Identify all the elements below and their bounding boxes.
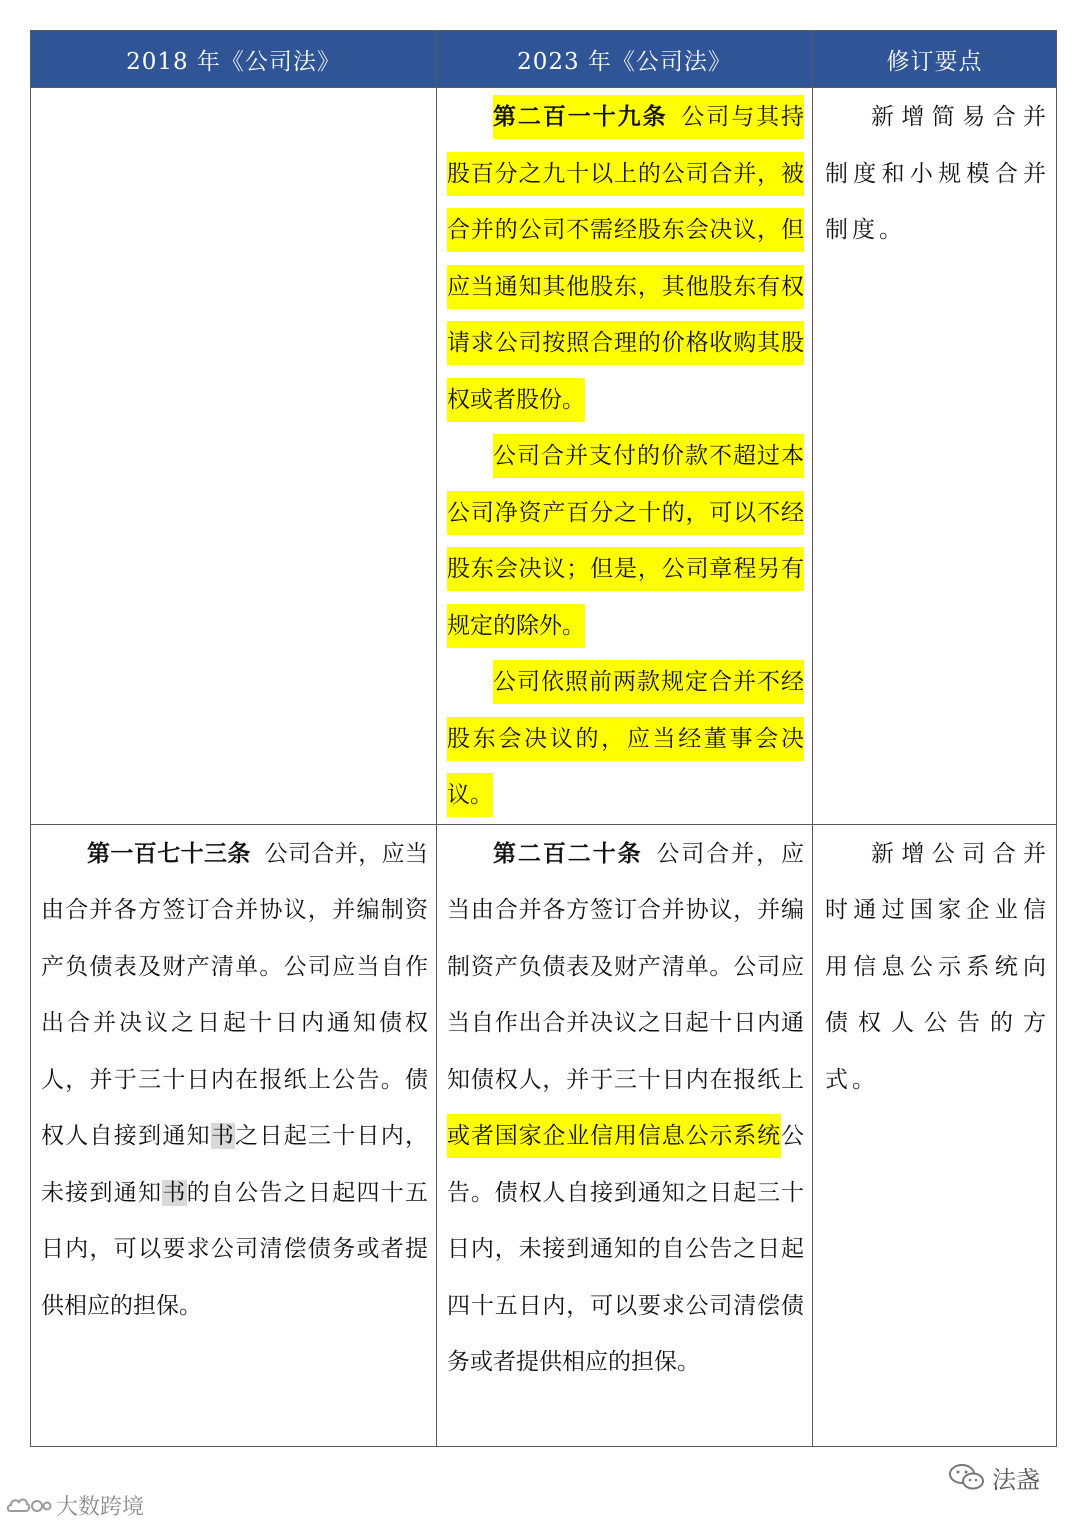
article-number: 第二百一十九条 xyxy=(493,103,668,130)
header-row xyxy=(31,31,1057,88)
wechat-icon xyxy=(948,1462,986,1492)
article-number: 第一百七十三条 xyxy=(87,839,251,867)
header-2018: 2018 年《公司法》 xyxy=(31,31,437,88)
table-row xyxy=(31,88,1057,825)
new-law-paragraph xyxy=(447,654,804,824)
article-number: 第二百二十条 xyxy=(493,839,643,867)
comparison-table xyxy=(30,30,1057,1447)
deleted-text: 书 xyxy=(162,1179,187,1206)
article-text: 之日起三十日内，未接到通知 xyxy=(41,1123,429,1206)
old-law-paragraph xyxy=(41,826,428,1335)
highlighted-text xyxy=(447,95,804,422)
highlighted-text: 公司合并支付的价款不超过本公司净资产百分之十的，可以不经股东会决议；但是，公司章程另有规定的除外。 xyxy=(447,434,804,648)
cloud-logo-icon xyxy=(6,1493,52,1517)
new-law-paragraph xyxy=(447,89,804,428)
key-point-cell xyxy=(813,88,1057,825)
new-law-cell xyxy=(437,824,813,1446)
article-text: 公司与其持股百分之九十以上的公司合并，被合并的公司不需经股东会决议，但应当通知其他股东，其他股东有权请求公司按照合理的价格收购其股权或者股份。 xyxy=(447,104,805,413)
header-key-points: 修订要点 xyxy=(813,31,1057,88)
article-text: 的自公告之日起四十五日内，可以要求公司清偿债务或者提供相应的担保。 xyxy=(41,1179,429,1319)
footer-watermark-left xyxy=(6,1490,144,1520)
highlighted-text: 公司依照前两款规定合并不经股东会决议的，应当经董事会决议。 xyxy=(447,660,804,817)
new-law-paragraph xyxy=(447,428,804,654)
new-law-paragraph xyxy=(447,826,804,1391)
table-row xyxy=(31,824,1057,1446)
watermark-text: 大数跨境 xyxy=(56,1494,145,1520)
key-point-cell xyxy=(813,824,1057,1446)
old-law-cell-empty xyxy=(31,88,437,825)
header-2023: 2023 年《公司法》 xyxy=(437,31,813,88)
new-law-cell xyxy=(437,88,813,825)
old-law-cell xyxy=(31,824,437,1446)
deleted-text: 书 xyxy=(210,1123,236,1149)
key-point-text: 新增简易合并制度和小规模合并制度。 xyxy=(825,104,1050,243)
article-text: 公告。债权人自接到通知之日起三十日内，未接到通知的自公告之日起四十五日内，可以要求公司清偿债务或者提供相应的担保。 xyxy=(447,1123,804,1375)
watermark-text: 法盏 xyxy=(992,1465,1040,1494)
footer-watermark-right xyxy=(948,1460,1040,1494)
article-text: 公司合并，应当由合并各方签订合并协议，并编制资产负债表及财产清单。公司应当自作出合并决议之日起十日内通知债权人，并于三十日内在报纸上公告。债权人自接到通知 xyxy=(41,840,429,1149)
key-point-text: 新增公司合并时通过国家企业信用信息公示系统向债权人公告的方式。 xyxy=(825,840,1050,1093)
article-text: 公司合并，应当由合并各方签订合并协议，并编制资产负债表及财产清单。公司应当自作出合并决议之日起十日内通知债权人，并于三十日内在报纸上 xyxy=(447,840,805,1093)
highlighted-text: 或者国家企业信用信息公示系统 xyxy=(447,1114,781,1158)
